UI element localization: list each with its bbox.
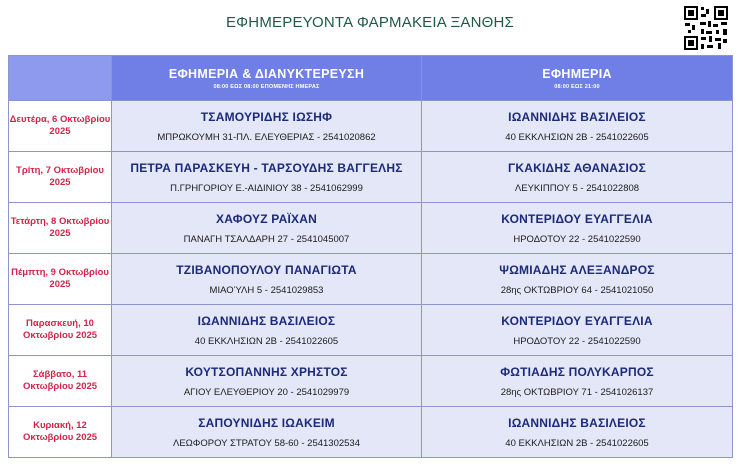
- pharmacy-name: ΙΩΑΝΝΙΔΗΣ ΒΑΣΙΛΕΙΟΣ: [508, 415, 646, 430]
- pharmacy-name: ΓΚΑΚΙΔΗΣ ΑΘΑΝΑΣΙΟΣ: [508, 160, 646, 175]
- pharmacy-name: ΙΩΑΝΝΙΔΗΣ ΒΑΣΙΛΕΙΟΣ: [508, 109, 646, 124]
- pharmacy-address: ΗΡΟΔΟΤΟΥ 22 - 2541022590: [513, 233, 641, 245]
- day-cell: Παρασκευή, 10 Οκτωβρίου 2025: [9, 305, 112, 356]
- pharmacy-address: Π.ΓΡΗΓΟΡΙΟΥ Ε.-ΑΙΔΙΝΙΟΥ 38 - 2541062999: [170, 182, 363, 194]
- pharmacy-address: ΗΡΟΔΟΤΟΥ 22 - 2541022590: [513, 335, 641, 347]
- pharmacy-address: ΛΕΥΚΙΠΠΟΥ 5 - 2541022808: [514, 182, 640, 194]
- day-cell: Σάββατο, 11 Οκτωβρίου 2025: [9, 356, 112, 407]
- day-pharmacy-cell: [422, 305, 733, 356]
- day-cell: Κυριακή, 12 Οκτωβρίου 2025: [9, 407, 112, 458]
- header-night-label: ΕΦΗΜΕΡΙΑ & ΔΙΑΝΥΚΤΕΡΕΥΣΗ: [168, 66, 365, 81]
- pharmacy-address: 28ης ΟΚΤΩΒΡΙΟΥ 64 - 2541021050: [500, 284, 654, 296]
- day-pharmacy-cell: [422, 254, 733, 305]
- header-day-duty: [422, 56, 733, 101]
- table-row: [9, 407, 733, 458]
- pharmacy-address: ΜΙΑΟΎΛΗ 5 - 2541029853: [209, 284, 324, 296]
- qr-code-icon[interactable]: [683, 5, 729, 51]
- table-row: [9, 356, 733, 407]
- pharmacy-name: ΤΖΙΒΑΝΟΠΟΥΛΟΥ ΠΑΝΑΓΙΩΤΑ: [176, 262, 357, 277]
- pharmacy-name: ΙΩΑΝΝΙΔΗΣ ΒΑΣΙΛΕΙΟΣ: [197, 313, 336, 328]
- table-row: [9, 305, 733, 356]
- night-pharmacy-cell: [112, 356, 422, 407]
- table-row: [9, 254, 733, 305]
- pharmacy-name: ΠΕΤΡΑ ΠΑΡΑΣΚΕΥΗ - ΤΑΡΣΟΥΔΗΣ ΒΑΓΓΕΛΗΣ: [130, 160, 403, 175]
- day-pharmacy-cell: [422, 101, 733, 152]
- pharmacy-name: ΚΟΝΤΕΡΙΔΟΥ ΕΥΑΓΓΕΛΙΑ: [501, 313, 653, 328]
- day-pharmacy-cell: [422, 152, 733, 203]
- pharmacy-roster-table: [8, 55, 733, 458]
- pharmacy-name: ΣΑΠΟΥΝΙΔΗΣ ΙΩΑΚΕΙΜ: [198, 415, 335, 430]
- pharmacy-name: ΦΩΤΙΑΔΗΣ ΠΟΛΥΚΑΡΠΟΣ: [500, 364, 654, 379]
- header-night-hours: 08:00 ΕΩΣ 08:00 ΕΠΟΜΕΝΗΣ ΗΜΕΡΑΣ: [213, 83, 320, 90]
- night-pharmacy-cell: [112, 101, 422, 152]
- day-cell: Τρίτη, 7 Οκτωβρίου 2025: [9, 152, 112, 203]
- day-cell: Πέμπτη, 9 Οκτωβρίου 2025: [9, 254, 112, 305]
- night-pharmacy-cell: [112, 407, 422, 458]
- header-night-duty: [112, 56, 422, 101]
- page-title: ΕΦΗΜΕΡΕΥΟΝΤΑ ΦΑΡΜΑΚΕΙΑ ΞΑΝΘΗΣ: [225, 14, 515, 31]
- pharmacy-address: ΛΕΩΦΟΡΟΥ ΣΤΡΑΤΟΥ 58-60 - 2541302534: [172, 437, 360, 449]
- header-corner: [9, 56, 112, 101]
- table-row: [9, 101, 733, 152]
- night-pharmacy-cell: [112, 152, 422, 203]
- pharmacy-address: 40 ΕΚΚΛΗΣΙΩΝ 2Β - 2541022605: [505, 131, 649, 143]
- night-pharmacy-cell: [112, 254, 422, 305]
- pharmacy-address: 28ης ΟΚΤΩΒΡΙΟΥ 71 - 2541026137: [500, 386, 654, 398]
- table-row: [9, 203, 733, 254]
- day-pharmacy-cell: [422, 356, 733, 407]
- pharmacy-name: ΚΟΥΤΣΟΠΑΝΝΗΣ ΧΡΗΣΤΟΣ: [185, 364, 348, 379]
- pharmacy-name: ΨΩΜΙΑΔΗΣ ΑΛΕΞΑΝΔΡΟΣ: [499, 262, 655, 277]
- header-day-hours: 08:00 ΕΩΣ 21:00: [554, 83, 600, 90]
- header-day-label: ΕΦΗΜΕΡΙΑ: [542, 66, 612, 81]
- day-cell: Τετάρτη, 8 Οκτωβρίου 2025: [9, 203, 112, 254]
- table-row: [9, 152, 733, 203]
- day-cell: Δευτέρα, 6 Οκτωβρίου 2025: [9, 101, 112, 152]
- pharmacy-address: ΑΓΙΟΥ ΕΛΕΥΘΕΡΙΟΥ 20 - 2541029979: [183, 386, 350, 398]
- pharmacy-address: ΠΑΝΑΓΗ ΤΣΑΛΔΑΡΗ 27 - 2541045007: [183, 233, 350, 245]
- night-pharmacy-cell: [112, 305, 422, 356]
- pharmacy-name: ΧΑΦΟΥΖ ΡΑΪΧΑΝ: [216, 211, 317, 226]
- pharmacy-name: ΚΟΝΤΕΡΙΔΟΥ ΕΥΑΓΓΕΛΙΑ: [501, 211, 653, 226]
- day-pharmacy-cell: [422, 407, 733, 458]
- pharmacy-name: ΤΣΑΜΟΥΡΙΔΗΣ ΙΩΣΗΦ: [200, 109, 333, 124]
- day-pharmacy-cell: [422, 203, 733, 254]
- night-pharmacy-cell: [112, 203, 422, 254]
- pharmacy-address: 40 ΕΚΚΛΗΣΙΩΝ 2Β - 2541022605: [505, 437, 649, 449]
- pharmacy-address: ΜΠΡΩΚΟΥΜΗ 31-ΠΛ. ΕΛΕΥΘΕΡΙΑΣ - 2541020862: [157, 131, 376, 143]
- pharmacy-address: 40 ΕΚΚΛΗΣΙΩΝ 2Β - 2541022605: [194, 335, 339, 347]
